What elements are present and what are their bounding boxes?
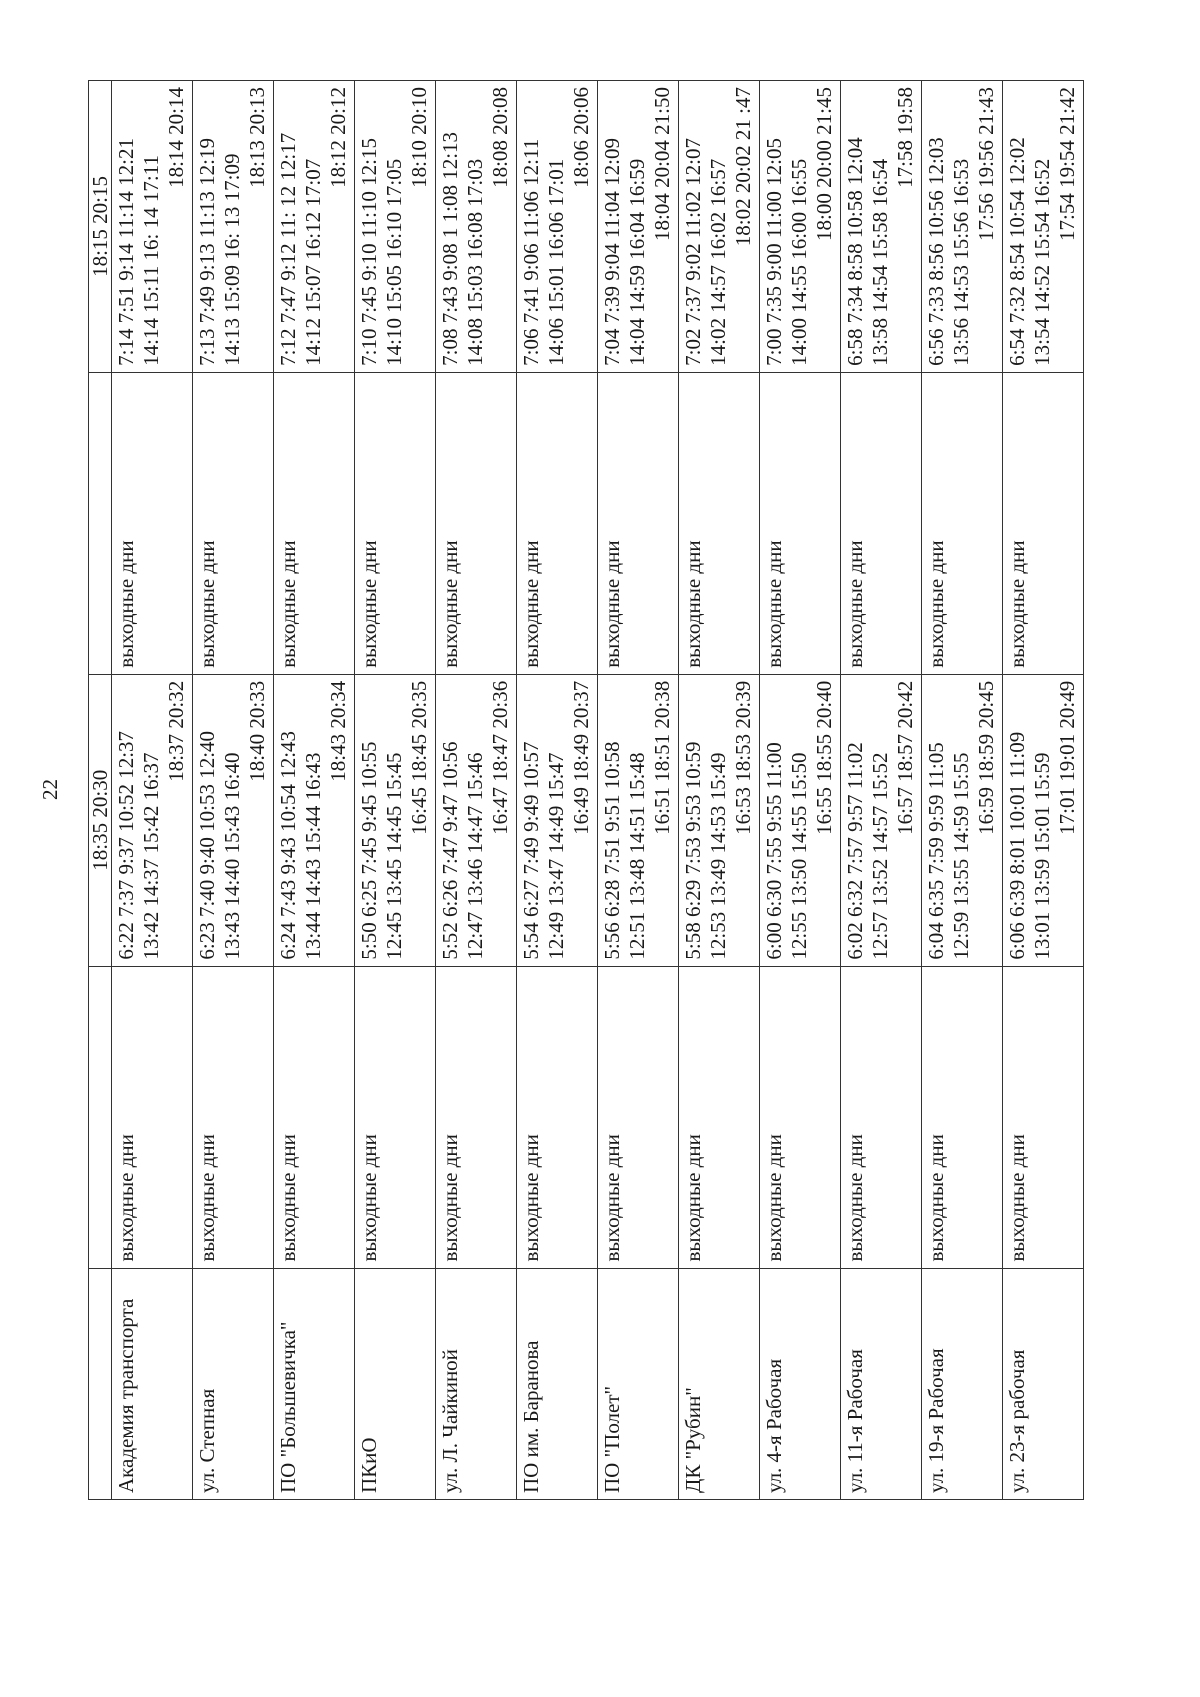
- time-line: 17:56 19:56 21:43: [974, 87, 998, 242]
- table-row: [679, 81, 760, 1500]
- stop-name: ПКиО: [355, 1268, 436, 1499]
- day-type: выходные дни: [193, 966, 274, 1268]
- bus-timetable: [88, 80, 1084, 1500]
- stop-cell: [89, 1268, 112, 1499]
- time-line: 16:47 18:47 20:36: [488, 680, 512, 835]
- stop-name: ул. 11-я Рабочая: [841, 1268, 922, 1499]
- day-type: выходные дни: [1003, 966, 1084, 1268]
- table-row: [598, 81, 679, 1500]
- time-line: 7:04 7:39 9:04 11:04 12:09: [600, 137, 624, 366]
- time-line: 6:23 7:40 9:40 10:53 12:40: [195, 730, 219, 960]
- time-line: 13:54 14:52 15:54 16:52: [1030, 158, 1054, 366]
- day-type: выходные дни: [436, 966, 517, 1268]
- time-line: 13:42 14:37 15:42 16:37: [139, 752, 163, 960]
- time-line: 7:00 7:35 9:00 11:00 12:05: [762, 137, 786, 366]
- day-type: выходные дни: [598, 372, 679, 674]
- table-row: [112, 81, 193, 1500]
- time-line: 12:51 13:48 14:51 15:48: [625, 752, 649, 960]
- timetable-sheet: [88, 80, 1093, 1500]
- day-type-cell: [89, 966, 112, 1268]
- departure-times-direction-2: [760, 81, 841, 373]
- table-row: [193, 81, 274, 1500]
- time-line: 13:44 14:43 15:44 16:43: [301, 752, 325, 960]
- time-line: 6:02 6:32 7:57 9:57 11:02: [843, 742, 867, 960]
- departure-times-direction-2: [1003, 81, 1084, 373]
- time-line: 13:01 13:59 15:01 15:59: [1030, 752, 1054, 960]
- time-line: 7:12 7:47 9:12 11: 12 12:17: [276, 132, 300, 366]
- time-line: 16:57 18:57 20:42: [893, 680, 917, 835]
- time-line: 6:06 6:39 8:01 10:01 11:09: [1005, 731, 1029, 960]
- departure-times-direction-2: [922, 81, 1003, 373]
- time-line: 14:02 14:57 16:02 16:57: [706, 158, 730, 366]
- departure-times-direction-1: [355, 674, 436, 966]
- time-line: 14:13 15:09 16: 13 17:09: [220, 153, 244, 366]
- table-row: [517, 81, 598, 1500]
- departure-times-direction-2: [679, 81, 760, 373]
- day-type: выходные дни: [355, 372, 436, 674]
- time-line: 6:22 7:37 9:37 10:52 12:37: [114, 730, 138, 960]
- time-line: 14:08 15:03 16:08 17:03: [463, 158, 487, 366]
- departure-times-direction-1: [274, 674, 355, 966]
- time-line: 14:00 14:55 16:00 16:55: [787, 158, 811, 366]
- time-line: 7:06 7:41 9:06 11:06 12:11: [519, 138, 543, 366]
- time-line: 5:56 6:28 7:51 9:51 10:58: [600, 741, 624, 960]
- stop-name: ПО "Большевичка": [274, 1268, 355, 1499]
- continued-row: [89, 81, 112, 1500]
- time-line: 18:02 20:02 21 :47: [731, 87, 755, 247]
- departure-times-direction-2: [841, 81, 922, 373]
- day-type: выходные дни: [436, 372, 517, 674]
- day-type: выходные дни: [679, 966, 760, 1268]
- day-type: выходные дни: [517, 372, 598, 674]
- time-line: 18:04 20:04 21:50: [650, 87, 674, 242]
- time-line: 12:59 13:55 14:59 15:55: [949, 752, 973, 960]
- time-line: 18:13 20:13: [245, 87, 269, 188]
- time-line: 12:53 13:49 14:53 15:49: [706, 752, 730, 960]
- time-line: 16:59 18:59 20:45: [974, 680, 998, 835]
- day-type: выходные дни: [598, 966, 679, 1268]
- day-type: выходные дни: [112, 966, 193, 1268]
- day-type: выходные дни: [760, 372, 841, 674]
- time-line: 18:14 20:14: [164, 87, 188, 188]
- time-line: 18:06 20:06: [569, 87, 593, 188]
- departure-times-direction-2: [274, 81, 355, 373]
- time-line: 7:02 7:37 9:02 11:02 12:07: [681, 137, 705, 366]
- time-line: 14:04 14:59 16:04 16:59: [625, 158, 649, 366]
- time-line: 17:01 19:01 20:49: [1055, 680, 1079, 835]
- day-type: выходные дни: [760, 966, 841, 1268]
- departure-times-direction-1: [922, 674, 1003, 966]
- departure-times-direction-1: [436, 674, 517, 966]
- time-line: 17:54 19:54 21:42: [1055, 87, 1079, 242]
- day-type-cell: [89, 372, 112, 674]
- table-row: [355, 81, 436, 1500]
- departure-times-direction-1: [679, 674, 760, 966]
- day-type: выходные дни: [922, 966, 1003, 1268]
- time-line: 14:14 15:11 16: 14 17:11: [139, 155, 163, 366]
- time-line: 13:58 14:54 15:58 16:54: [868, 158, 892, 366]
- times-cell-direction-1: 18:35 20:30: [89, 674, 112, 966]
- departure-times-direction-1: [517, 674, 598, 966]
- departure-times-direction-2: [355, 81, 436, 373]
- time-line: 6:24 7:43 9:43 10:54 12:43: [276, 730, 300, 960]
- departure-times-direction-1: [193, 674, 274, 966]
- stop-name: ПО "Полет": [598, 1268, 679, 1499]
- time-line: 7:08 7:43 9:08 1 1:08 12:13: [438, 131, 462, 366]
- table-row: [760, 81, 841, 1500]
- day-type: выходные дни: [355, 966, 436, 1268]
- time-line: 12:57 13:52 14:57 15:52: [868, 752, 892, 960]
- day-type: выходные дни: [679, 372, 760, 674]
- departure-times-direction-2: [436, 81, 517, 373]
- day-type: выходные дни: [841, 966, 922, 1268]
- time-line: 5:58 6:29 7:53 9:53 10:59: [681, 741, 705, 960]
- time-line: 13:56 14:53 15:56 16:53: [949, 158, 973, 366]
- time-line: 5:54 6:27 7:49 9:49 10:57: [519, 741, 543, 960]
- time-line: 16:49 18:49 20:37: [569, 680, 593, 835]
- time-line: 12:47 13:46 14:47 15:46: [463, 752, 487, 960]
- stop-name: ул. 23-я рабочая: [1003, 1268, 1084, 1499]
- time-line: 12:55 13:50 14:55 15:50: [787, 752, 811, 960]
- stop-name: ПО им. Баранова: [517, 1268, 598, 1499]
- time-line: 6:04 6:35 7:59 9:59 11:05: [924, 742, 948, 960]
- time-line: 7:14 7:51 9:14 11:14 12:21: [114, 137, 138, 366]
- departure-times-direction-1: [112, 674, 193, 966]
- day-type: выходные дни: [1003, 372, 1084, 674]
- time-line: 6:56 7:33 8:56 10:56 12:03: [924, 137, 948, 366]
- stop-name: ул. 19-я Рабочая: [922, 1268, 1003, 1499]
- time-line: 18:37 20:32: [164, 680, 188, 782]
- timetable-body: [89, 81, 1084, 1500]
- departure-times-direction-1: [841, 674, 922, 966]
- time-line: 18:10 20:10: [407, 87, 431, 188]
- time-line: 6:00 6:30 7:55 9:55 11:00: [762, 742, 786, 960]
- departure-times-direction-1: [598, 674, 679, 966]
- day-type: выходные дни: [112, 372, 193, 674]
- page-number: 22: [38, 779, 62, 800]
- table-row: [274, 81, 355, 1500]
- time-line: 18:43 20:34: [326, 680, 350, 782]
- table-row: [1003, 81, 1084, 1500]
- table-row: [841, 81, 922, 1500]
- time-line: 18:08 20:08: [488, 87, 512, 188]
- time-line: 16:55 18:55 20:40: [812, 680, 836, 835]
- time-line: 6:54 7:32 8:54 10:54 12:02: [1005, 137, 1029, 366]
- time-line: 16:53 18:53 20:39: [731, 680, 755, 835]
- time-line: 12:45 13:45 14:45 15:45: [382, 752, 406, 960]
- day-type: выходные дни: [841, 372, 922, 674]
- time-line: 6:58 7:34 8:58 10:58 12:04: [843, 137, 867, 366]
- stop-name: ДК "Рубин": [679, 1268, 760, 1499]
- time-line: 5:52 6:26 7:47 9:47 10:56: [438, 741, 462, 960]
- time-line: 18:00 20:00 21:45: [812, 87, 836, 242]
- table-row: [436, 81, 517, 1500]
- departure-times-direction-2: [517, 81, 598, 373]
- departure-times-direction-1: [1003, 674, 1084, 966]
- time-line: 14:10 15:05 16:10 17:05: [382, 158, 406, 366]
- time-line: 14:12 15:07 16:12 17:07: [301, 158, 325, 366]
- time-line: 17:58 19:58: [893, 87, 917, 188]
- time-line: 18:40 20:33: [245, 680, 269, 782]
- stop-name: Академия транспорта: [112, 1268, 193, 1499]
- time-line: 7:10 7:45 9:10 11:10 12:15: [357, 137, 381, 366]
- table-row: [922, 81, 1003, 1500]
- time-line: 16:45 18:45 20:35: [407, 680, 431, 835]
- stop-name: ул. Л. Чайкиной: [436, 1268, 517, 1499]
- day-type: выходные дни: [274, 966, 355, 1268]
- time-line: 14:06 15:01 16:06 17:01: [544, 158, 568, 366]
- time-line: 12:49 13:47 14:49 15:47: [544, 752, 568, 960]
- day-type: выходные дни: [517, 966, 598, 1268]
- times-cell-direction-2: 18:15 20:15: [89, 81, 112, 373]
- day-type: выходные дни: [274, 372, 355, 674]
- day-type: выходные дни: [922, 372, 1003, 674]
- departure-times-direction-1: [760, 674, 841, 966]
- departure-times-direction-2: [598, 81, 679, 373]
- stop-name: ул. Степная: [193, 1268, 274, 1499]
- stop-name: ул. 4-я Рабочая: [760, 1268, 841, 1499]
- departure-times-direction-2: [193, 81, 274, 373]
- time-line: 18:12 20:12: [326, 87, 350, 188]
- departure-times-direction-2: [112, 81, 193, 373]
- time-line: 7:13 7:49 9:13 11:13 12:19: [195, 137, 219, 366]
- time-line: 16:51 18:51 20:38: [650, 680, 674, 835]
- time-line: 5:50 6:25 7:45 9:45 10:55: [357, 741, 381, 960]
- time-line: 13:43 14:40 15:43 16:40: [220, 752, 244, 960]
- day-type: выходные дни: [193, 372, 274, 674]
